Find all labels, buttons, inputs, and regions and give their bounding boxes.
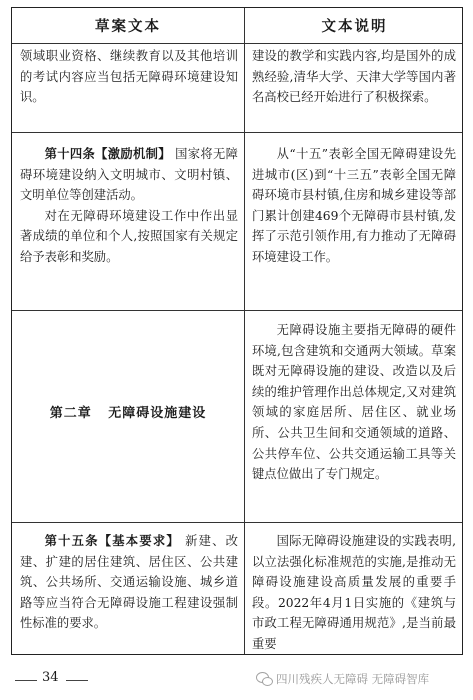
header-explanation: 文本说明	[321, 19, 388, 35]
row-divider	[12, 132, 462, 133]
column-divider	[244, 8, 245, 654]
article-15-clause1: 新建、改建、扩建的居住建筑、居住区、公共建筑、公共场所、交通运输设施、城乡道路等应当符合无障碍设施工程建设强制性标准的要求。	[20, 534, 238, 631]
article-14-clause1: 国家将无障碍环境建设纳入文明城市、文明村镇、文明单位等创建活动。	[20, 147, 238, 203]
page-number: 34	[42, 670, 59, 685]
document-table	[11, 7, 463, 655]
row-divider	[12, 522, 462, 523]
row2-explanation: 从“十五”表彰全国无障碍建设先进城市(区)到“十三五”表彰全国无障碍环境市县村镇,住房和城乡建设等部门累计创建469个无障碍市县村镇,发挥了示范引领作用,有力推动了无障碍环境建设工作。	[252, 147, 456, 264]
row1-draft-text: 领域职业资格、继续教育以及其他培训的考试内容应当包括无障碍环境建设知识。	[20, 49, 238, 105]
article-15-title: 第十五条【基本要求】	[44, 534, 180, 548]
page-number-rule-right	[66, 680, 88, 681]
row1-explanation: 建设的教学和实践内容,均是国外的成熟经验,清华大学、天津大学等国内著名高校已经开始进行了积极探索。	[252, 49, 456, 105]
page-number-rule-left	[15, 680, 37, 681]
row4-explanation: 国际无障碍设施建设的实践表明,以立法强化标准规范的实施,是推动无障碍设施建设高质量发展的重要手段。2022年4月1日实施的《建筑与市政工程无障碍通用规范》,是当前最重要	[252, 534, 456, 651]
chapter-2-title: 第二章 无障碍设施建设	[49, 406, 207, 421]
watermark-text: 四川残疾人无障碍 无障碍智库	[276, 672, 430, 686]
wechat-icon	[256, 672, 272, 686]
watermark	[256, 671, 429, 687]
row3-explanation: 无障碍设施主要指无障碍的硬件环境,包含建筑和交通两大领域。草案既对无障碍设施的建设、改造以及后续的维护管理作出总体规定,又对建筑领域的家庭居所、居住区、就业场所、公共卫生间和交通领域的道路、公共停车位、公共交通运输工具等关键点位做出了专门规定。	[252, 323, 456, 482]
row2-draft-text	[20, 144, 238, 268]
header-draft-text: 草案文本	[95, 19, 161, 35]
row-divider	[12, 310, 462, 311]
row4-draft-text	[20, 531, 238, 634]
article-14-title: 第十四条【激励机制】	[44, 147, 171, 161]
row-divider	[12, 43, 462, 44]
article-14-clause2: 对在无障碍环境建设工作中作出显著成绩的单位和个人,按照国家有关规定给予表彰和奖励。	[20, 208, 238, 264]
